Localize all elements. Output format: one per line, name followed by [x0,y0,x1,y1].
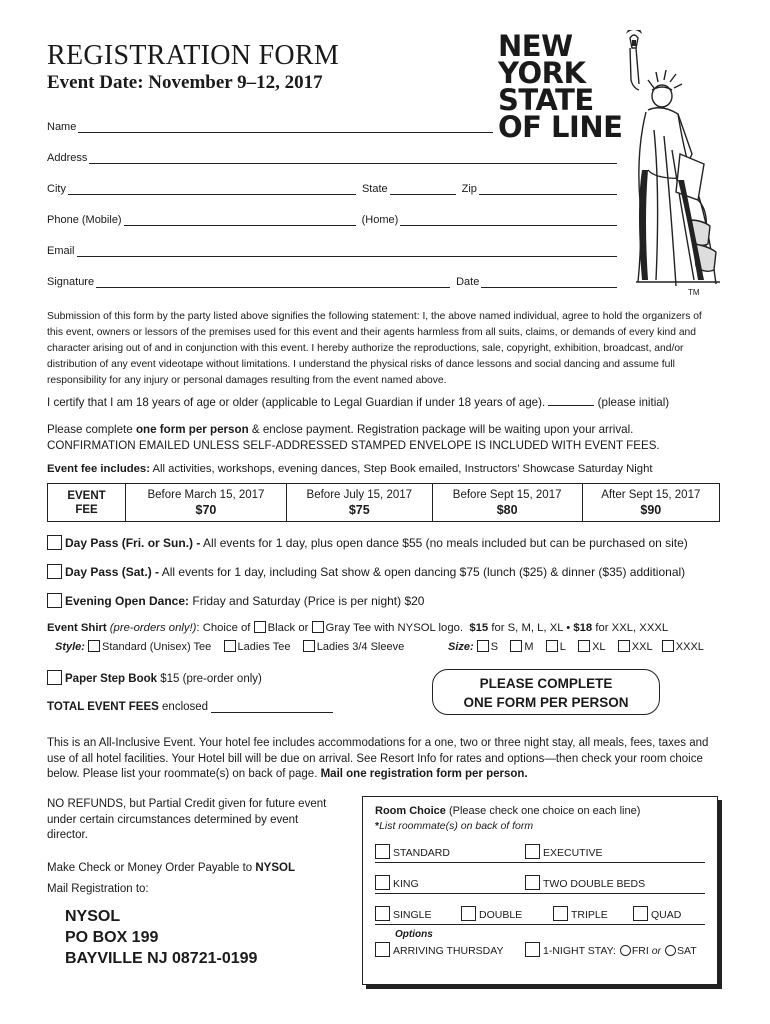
name-input[interactable] [78,121,493,133]
evening-dance-text: Friday and Saturday (Price is per night) $20 [189,594,425,608]
size-m-checkbox[interactable] [510,640,522,652]
black-tee-label: Black or [267,622,309,634]
step-book-row [47,670,262,685]
mail-address [65,906,257,969]
zip-label: Zip [461,183,477,195]
single-label: SINGLE [393,909,432,921]
shirt-sizes-2: for XXL, XXXL [592,622,669,634]
step-book-label: Paper Step Book [65,673,158,685]
instructions-bold: one form per person [135,423,249,436]
style-label: Style: [55,641,85,653]
address-label: Address [47,152,88,164]
evening-dance-checkbox[interactable] [47,593,62,608]
certify-text: I certify that I am 18 years of age or older (applicable to Legal Guardian if under 18 years of age). [47,396,546,409]
size-s-label: S [490,641,499,653]
refund-policy: NO REFUNDS, but Partial Credit given for future event under certain circumstances determined by event director. [47,798,327,841]
evening-dance-label: Evening Open Dance: [65,594,190,608]
two-double-checkbox[interactable] [525,875,540,890]
signature-input[interactable] [96,276,450,288]
black-tee-checkbox[interactable] [254,621,266,633]
total-input[interactable] [211,702,333,713]
size-xxxl-checkbox[interactable] [662,640,674,652]
room-line-bed [375,863,705,894]
size-xxl-label: XXL [631,641,653,653]
fee-period: Before March 15, 2017 [147,488,265,501]
bullet: • [566,622,571,634]
fee-header-event: EVENT [67,489,106,502]
or-label: or [651,945,662,957]
options-label: Options [395,929,433,940]
fee-price: $80 [496,502,518,517]
evening-dance-row [47,593,424,608]
style-ladies-sleeve-label: Ladies 3/4 Sleeve [316,641,405,653]
quad-checkbox[interactable] [633,906,648,921]
size-m-label: M [524,641,534,653]
email-input[interactable] [77,245,617,257]
double-label: DOUBLE [479,909,523,921]
fee-price: $75 [348,502,370,517]
phone-home-input[interactable] [400,214,617,226]
city-field-row [47,179,617,195]
shirt-price-1: $15 [469,622,489,634]
one-night-label: 1-NIGHT STAY: [543,945,616,957]
state-input[interactable] [390,183,456,195]
king-checkbox[interactable] [375,875,390,890]
sat-radio[interactable] [665,945,676,956]
roommate-note: *List roommate(s) on back of form [375,820,534,832]
hotel-text: This is an All-Inclusive Event. Your hotel fee includes accommodations for a one, two or three night stay, all meals, fees, taxes and use of all hotel facilities. Your Hotel bill will be due on arrival. See Resort Info for rates and options—then check your room choice below. Please list your roommate(s) on back of page. [47,737,709,780]
sat-label: SAT [676,945,697,957]
fee-includes [47,461,737,477]
size-xl-label: XL [592,641,606,653]
size-l-checkbox[interactable] [546,640,558,652]
mail-label: Mail Registration to: [47,883,149,895]
size-s-checkbox[interactable] [477,640,489,652]
quad-label: QUAD [651,909,682,921]
style-standard-checkbox[interactable] [88,640,100,652]
triple-label: TRIPLE [571,909,608,921]
king-label: KING [393,878,419,890]
fee-header-fee: FEE [75,503,98,516]
day-pass-fri-text: All events for 1 day, plus open dance $55 (no meals included but can be purchased on site) [200,536,688,550]
statue-of-liberty-icon [618,30,728,295]
notice-line-2: ONE FORM PER PERSON [463,695,629,710]
triple-checkbox[interactable] [553,906,568,921]
name-label: Name [47,121,77,133]
fee-cell [286,484,432,522]
initial-input[interactable] [548,396,594,406]
signature-field-row [47,272,617,288]
email-label: Email [47,245,75,257]
executive-label: EXECUTIVE [543,847,603,859]
city-input[interactable] [68,183,356,195]
triple-option [553,906,608,921]
step-book-text: $15 (pre-order only) [157,673,262,685]
room-choice-hint: (Please check one choice on each line) [445,805,641,817]
day-pass-sat-row [47,564,685,579]
fee-includes-text: All activities, workshops, evening dances, Step Book emailed, Instructors’ Showcase Saturday Night [149,463,653,475]
hotel-info [47,736,727,783]
double-option [461,906,522,921]
executive-checkbox[interactable] [525,844,540,859]
size-xl-checkbox[interactable] [578,640,590,652]
fee-cell [432,484,582,522]
phone-mobile-label: Phone (Mobile) [47,214,122,226]
arriving-thursday-label: ARRIVING THURSDAY [393,945,504,957]
fee-price: $90 [640,502,662,517]
mail-line-1: NYSOL [65,908,121,925]
fri-radio[interactable] [620,945,631,956]
size-l-label: L [559,641,566,653]
step-book-checkbox[interactable] [47,670,62,685]
day-pass-sat-checkbox[interactable] [47,564,62,579]
room-line-options [375,925,705,959]
phone-field-row [47,210,617,226]
waiver-text: Submission of this form by the party listed above signifies the following statement: I, the above named individual, agree to hold the organizers of this event, owners or lessors of the premises used for this event and their agents harmless from all suits, claims, or demands of every kind and character arising out of and in conjunction with this event. I hereby authorize the reproductions, sale, copyright, exhibition, broadcast, and/or distribution of any event videotape without limitations. I understand the physical risks of dance lessons and social dancing and assume full responsibility for any injury or personal damages resulting from the event named above. [47,311,702,386]
payable-to [47,862,295,874]
day-pass-fri-checkbox[interactable] [47,535,62,550]
king-option [375,875,419,890]
address-input[interactable] [89,152,617,164]
room-line-occupancy [375,894,705,925]
instructions-post: & enclose payment. Registration package will be waiting upon your arrival. [248,423,634,436]
two-double-label: TWO DOUBLE BEDS [543,878,646,890]
payable-bold: NYSOL [255,862,295,874]
two-double-option [525,875,645,890]
phone-home-label: (Home) [361,214,399,226]
gray-tee-label: Gray Tee with NYSOL logo. [325,622,464,634]
day-pass-fri-label: Day Pass (Fri. or Sun.) - [65,536,201,550]
date-label: Date [456,276,480,288]
standard-checkbox[interactable] [375,844,390,859]
event-shirt-row [47,621,668,634]
quad-option [633,906,681,921]
confirmation-notice: CONFIRMATION EMAILED UNLESS SELF-ADDRESSED STAMPED ENVELOPE IS INCLUDED WITH EVENT FEES. [47,439,660,452]
arriving-thursday-option [375,942,503,957]
style-ladies-checkbox[interactable] [224,640,236,652]
size-xxl-checkbox[interactable] [618,640,630,652]
phone-mobile-input[interactable] [124,214,356,226]
instructions [47,422,727,454]
fee-includes-label: Event fee includes: [47,463,150,475]
city-label: City [47,183,66,195]
state-label: State [361,183,388,195]
arriving-thursday-checkbox[interactable] [375,942,390,957]
address-field-row [47,148,617,164]
email-field-row [47,241,617,257]
certify-row [47,395,727,411]
notice-line-1: PLEASE COMPLETE [479,676,613,691]
day-pass-fri-row [47,535,688,550]
shirt-style-row [55,640,404,653]
total-row [47,701,333,713]
gray-tee-checkbox[interactable] [312,621,324,633]
fee-table [47,483,720,522]
room-choice-label: Room Choice [375,805,446,817]
style-standard-label: Standard (Unisex) Tee [102,641,212,653]
fee-price: $70 [195,502,217,517]
shirt-price-2: $18 [573,622,593,634]
shirt-label: Event Shirt [47,622,107,634]
date-input[interactable] [481,276,617,288]
size-label: Size: [448,641,474,653]
one-night-option [525,942,697,957]
name-field-row [47,117,493,133]
standard-label: STANDARD [393,847,450,859]
fee-period: Before July 15, 2017 [306,488,413,501]
fri-label: FRI [631,945,649,957]
roommate-text: List roommate(s) on back of form [379,820,534,832]
room-choice-header [375,805,705,817]
one-form-notice [432,669,660,715]
shirt-size-row [448,640,704,653]
room-line-type [375,832,705,863]
fee-cell [126,484,287,522]
mail-line-2: PO BOX 199 [65,929,159,946]
fee-period: After Sept 15, 2017 [601,488,701,501]
fee-header-cell [48,484,126,522]
shirt-sizes-1: for S, M, L, XL [488,622,564,634]
shirt-preorder: (pre-orders only!) [109,622,197,634]
one-night-checkbox[interactable] [525,942,540,957]
shirt-choice: : Choice of [196,622,251,634]
nysol-logo: NEW YORK STATE OF LINE [498,29,623,144]
total-suffix: enclosed [158,701,209,713]
day-pass-sat-text: All events for 1 day, including Sat show & open dancing $75 (lunch ($25) & dinner ($35) additional) [159,565,686,579]
fee-period: Before Sept 15, 2017 [452,488,562,501]
zip-input[interactable] [479,183,617,195]
single-checkbox[interactable] [375,906,390,921]
single-option [375,906,432,921]
initial-label: (please initial) [597,396,670,409]
form-title: REGISTRATION FORM [47,40,340,71]
hotel-bold: Mail one registration form per person. [320,768,528,780]
event-date: Event Date: November 9–12, 2017 [47,72,323,93]
executive-option [525,844,603,859]
day-pass-sat-label: Day Pass (Sat.) - [65,565,160,579]
style-ladies-sleeve-checkbox[interactable] [303,640,315,652]
standard-option [375,844,450,859]
size-xxxl-label: XXXL [675,641,704,653]
signature-label: Signature [47,276,95,288]
total-label: TOTAL EVENT FEES [47,701,159,713]
instructions-pre: Please complete [47,423,136,436]
trademark: TM [688,288,700,297]
style-ladies-label: Ladies Tee [237,641,291,653]
double-checkbox[interactable] [461,906,476,921]
payable-text: Make Check or Money Order Payable to [47,862,256,874]
room-choice-box [362,796,718,985]
fee-cell [582,484,719,522]
mail-line-3: BAYVILLE NJ 08721-0199 [65,950,258,967]
